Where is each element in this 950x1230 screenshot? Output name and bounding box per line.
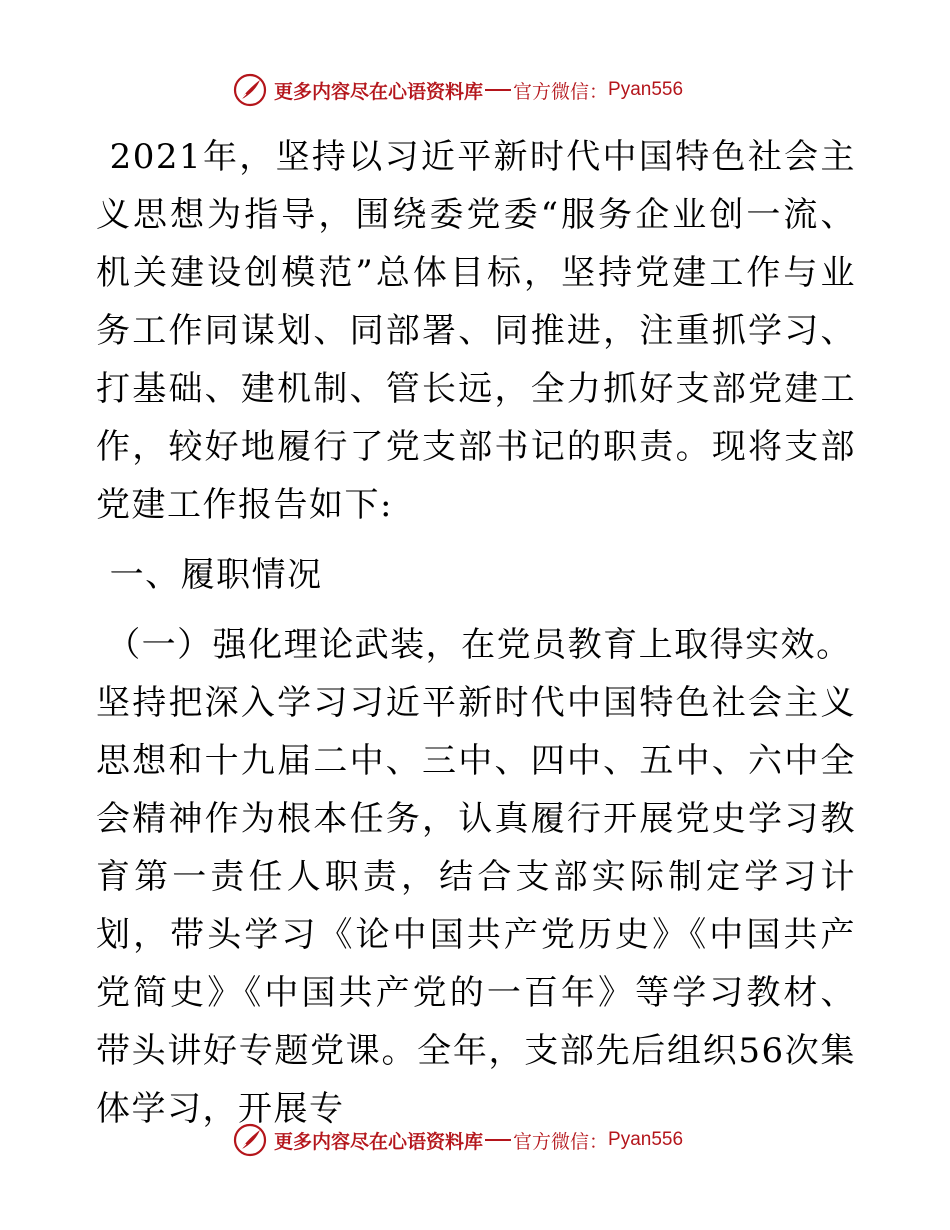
- quill-pen-logo-icon: [232, 72, 268, 108]
- banner-wechat-id: Pyan556: [608, 1129, 684, 1150]
- banner-wechat-id: Pyan556: [608, 79, 684, 100]
- banner-wechat-label: 官方微信：: [513, 80, 609, 103]
- banner-wechat-label: 官方微信：: [513, 1130, 609, 1153]
- intro-paragraph: 2021年，坚持以习近平新时代中国特色社会主义思想为指导，围绕委党委“服务企业创一流、机关建设创模范”总体目标，坚持党建工作与业务工作同谋划、同部署、同推进，注重抓学习、打基础、建机制、管长远，全力抓好支部党建工作，较好地履行了党支部书记的职责。现将支部党建工作报告如下:: [96, 137, 856, 525]
- banner-brand-text: 更多内容尽在心语资料库: [274, 80, 484, 103]
- quill-pen-logo-icon: [232, 1122, 268, 1158]
- subsection-heading: （一）强化理论武装，在党员教育上取得实效。: [106, 625, 852, 665]
- body-paragraph: 坚持把深入学习习近平新时代中国特色社会主义思想和十九届二中、三中、四中、五中、六中全会精神作为根本任务，认真履行开展党史学习教育第一责任人职责，结合支部实际制定学习计划，带头学习《论中国共产党历史》《中国共产党简史》《中国共产党的一百年》等学习教材、带头讲好专题党课。全年，支部先后组织56次集体学习，开展专: [96, 683, 856, 1129]
- banner-brand-text: 更多内容尽在心语资料库: [274, 1130, 484, 1153]
- section-heading: 一、履职情况: [109, 555, 323, 595]
- banner-dash: [485, 89, 511, 91]
- banner-dash: [485, 1139, 511, 1141]
- document-body: [96, 128, 856, 1138]
- header-banner: [232, 70, 683, 110]
- footer-banner: [232, 1120, 683, 1160]
